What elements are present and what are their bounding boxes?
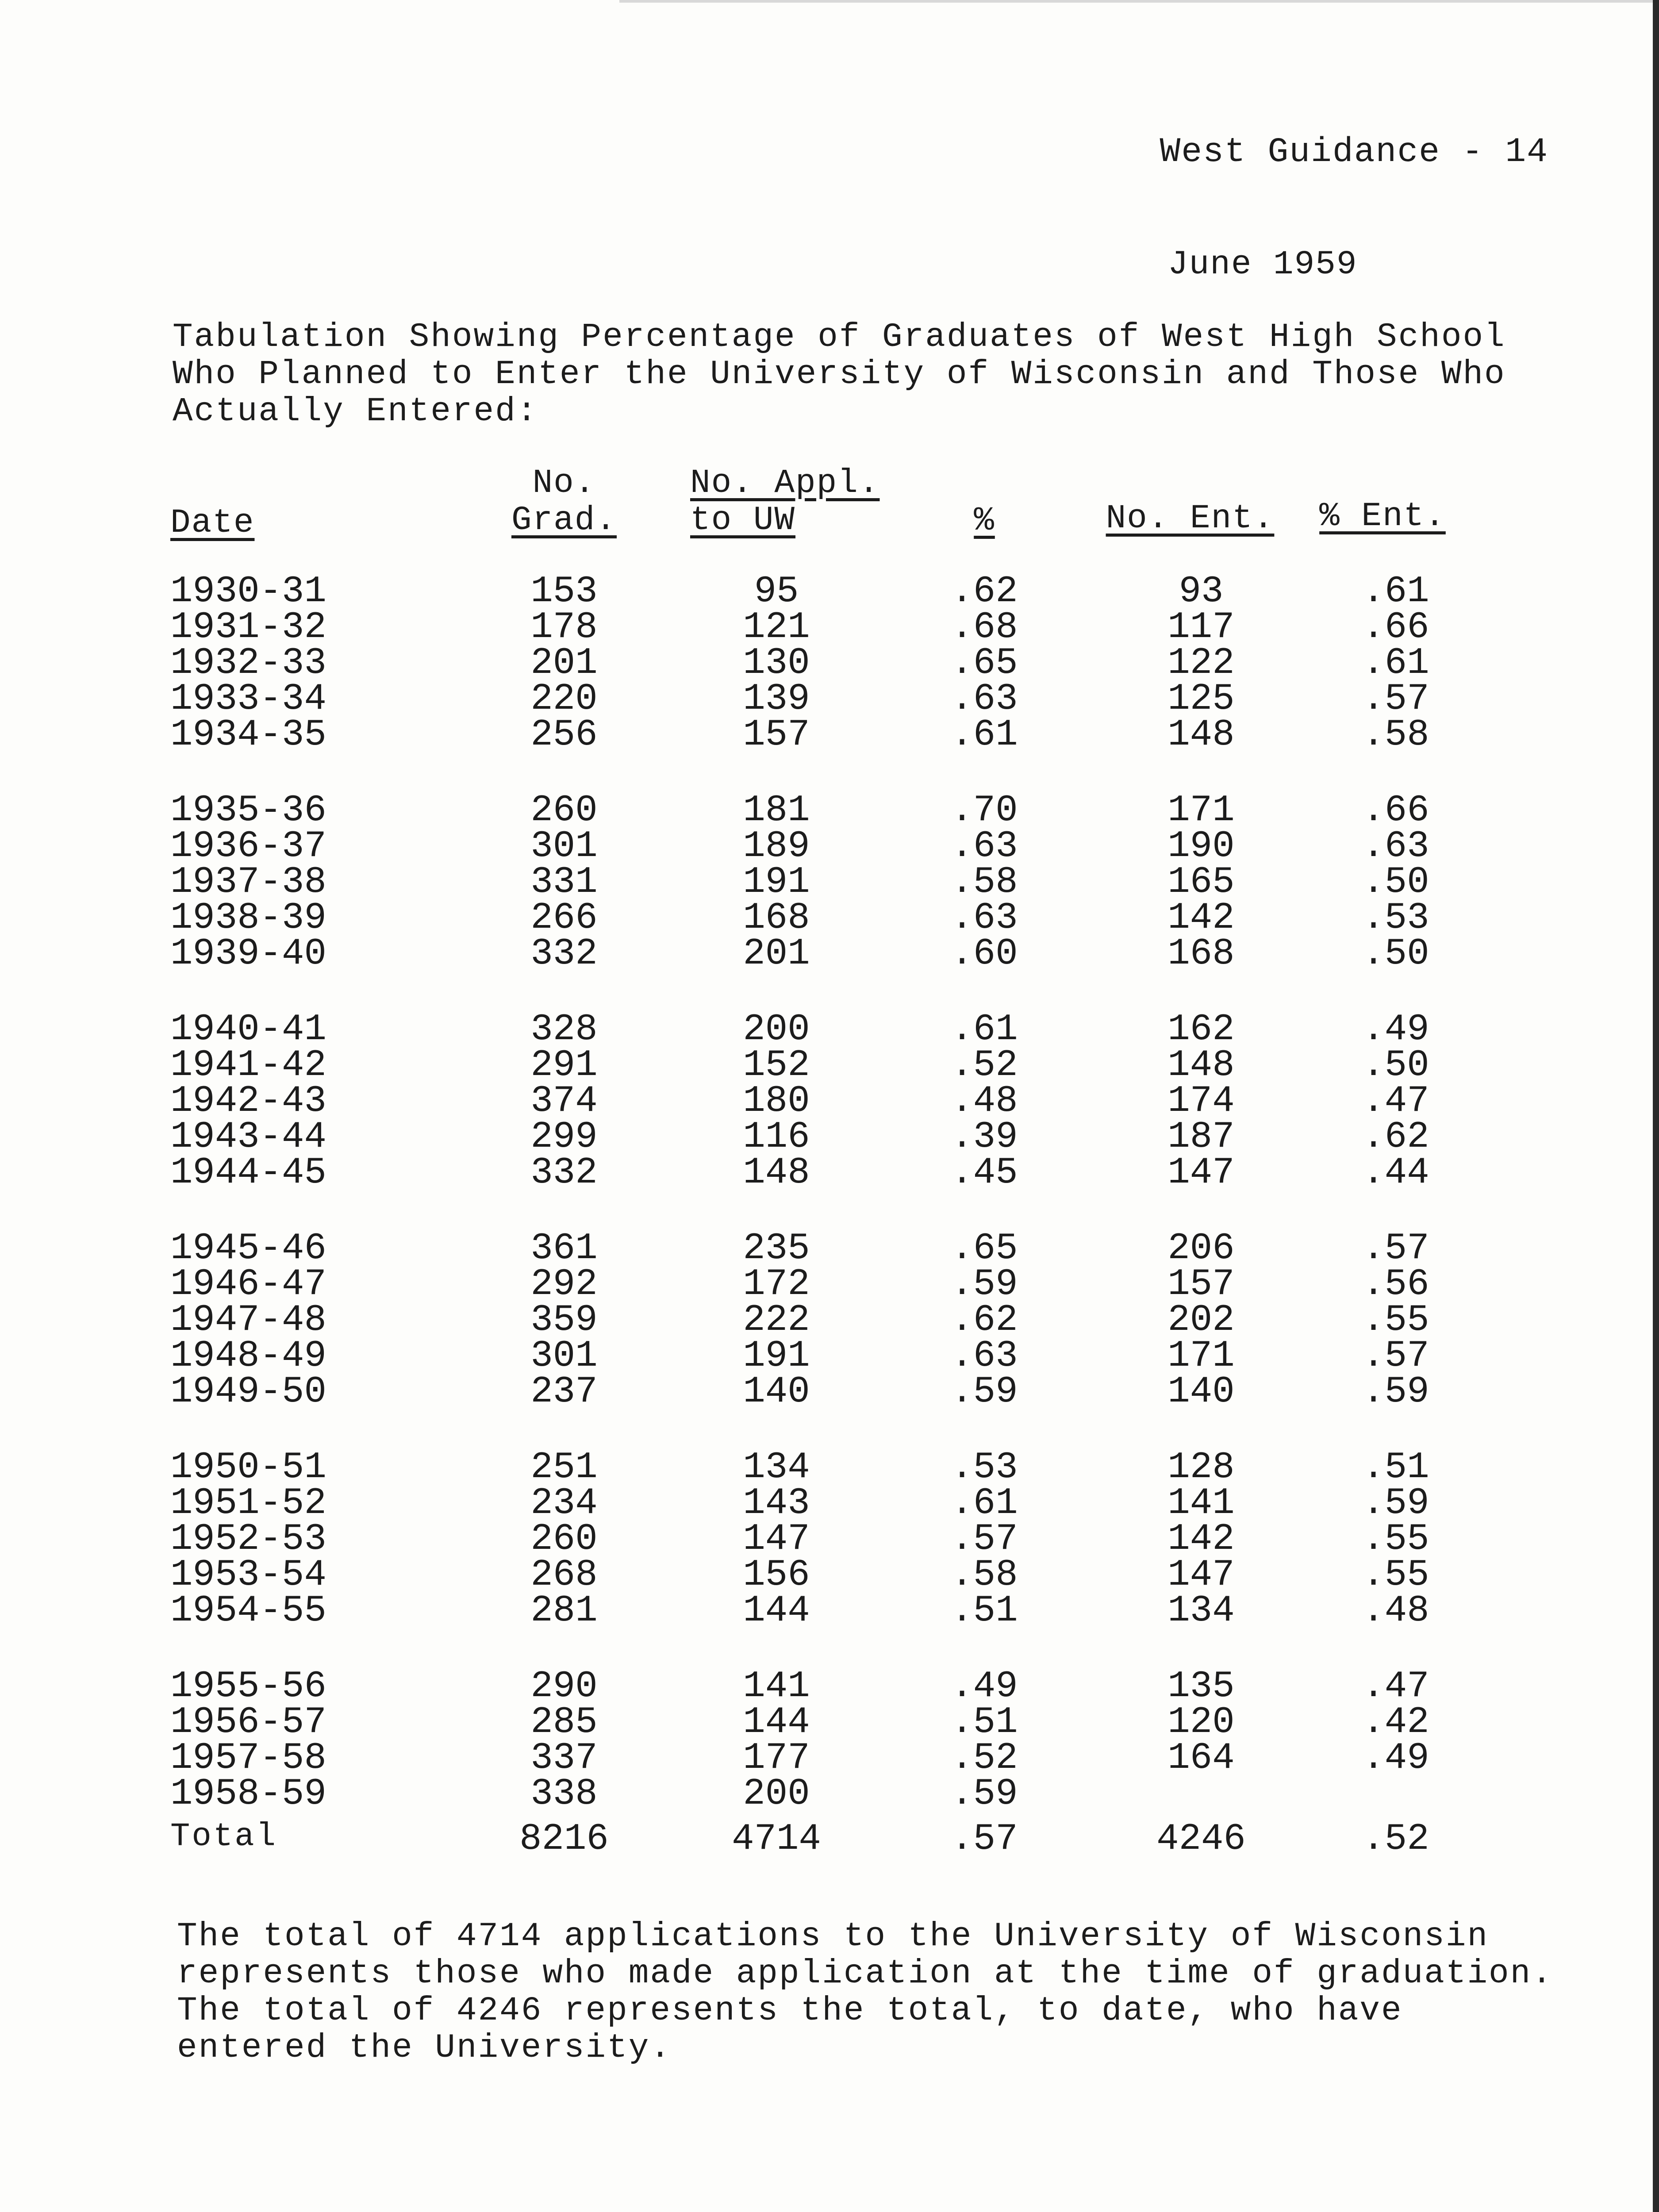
- cell-appl: 143: [743, 1482, 810, 1525]
- table-row: [0, 1518, 1659, 1560]
- cell-appl: 172: [743, 1263, 810, 1306]
- cell-appl: 157: [743, 714, 810, 756]
- cell-pct: .70: [951, 790, 1018, 832]
- cell-ent: 135: [1167, 1666, 1235, 1708]
- cell-appl: 140: [743, 1371, 810, 1413]
- cell-date: 1958-59: [170, 1773, 326, 1815]
- cell-date: 1947-48: [170, 1299, 326, 1341]
- cell-pent: .48: [1362, 1590, 1429, 1632]
- cell-pent: .61: [1362, 642, 1429, 684]
- cell-ent: 120: [1167, 1701, 1235, 1743]
- cell-pct: .68: [951, 607, 1018, 649]
- cell-ent: 148: [1167, 714, 1235, 756]
- cell-pct: .52: [951, 1737, 1018, 1779]
- cell-pent: .62: [1362, 1116, 1429, 1158]
- cell-ent: 187: [1167, 1116, 1235, 1158]
- cell-ent: 171: [1167, 790, 1235, 832]
- cell-ent: 128: [1167, 1447, 1235, 1489]
- cell-date: 1937-38: [170, 861, 326, 903]
- cell-pct: .62: [951, 1299, 1018, 1341]
- cell-grad: 201: [530, 642, 598, 684]
- cell-pent: .49: [1362, 1009, 1429, 1051]
- table-row: [0, 1773, 1659, 1815]
- cell-pct: .63: [951, 826, 1018, 868]
- cell-pct: .62: [951, 571, 1018, 613]
- cell-pent: .59: [1362, 1482, 1429, 1525]
- cell-date: 1935-36: [170, 790, 326, 832]
- total-appl: 4714: [732, 1818, 821, 1860]
- cell-pct: .52: [951, 1045, 1018, 1087]
- cell-pct: .63: [951, 678, 1018, 720]
- cell-grad: 285: [530, 1701, 598, 1743]
- cell-pct: .61: [951, 1009, 1018, 1051]
- cell-ent: 142: [1167, 1518, 1235, 1560]
- cell-appl: 148: [743, 1152, 810, 1194]
- cell-pct: .53: [951, 1447, 1018, 1489]
- cell-date: 1955-56: [170, 1666, 326, 1708]
- cell-ent: 147: [1167, 1152, 1235, 1194]
- cell-grad: 299: [530, 1116, 598, 1158]
- cell-pct: .58: [951, 861, 1018, 903]
- cell-appl: 200: [743, 1773, 810, 1815]
- total-pct: .57: [951, 1818, 1018, 1860]
- total-row: [0, 1818, 1659, 1860]
- cell-pct: .63: [951, 897, 1018, 939]
- cell-pct: .63: [951, 1335, 1018, 1377]
- table-row: [0, 678, 1659, 720]
- cell-date: 1936-37: [170, 826, 326, 868]
- cell-date: 1939-40: [170, 933, 326, 975]
- cell-date: 1954-55: [170, 1590, 326, 1632]
- cell-date: 1944-45: [170, 1152, 326, 1194]
- cell-pent: .61: [1362, 571, 1429, 613]
- cell-appl: 156: [743, 1554, 810, 1596]
- total-grad: 8216: [519, 1818, 609, 1860]
- cell-date: 1942-43: [170, 1080, 326, 1122]
- cell-pct: .51: [951, 1701, 1018, 1743]
- cell-grad: 260: [530, 790, 598, 832]
- table-title: Tabulation Showing Percentage of Graduates of West High School Who Planned to Enter the University of Wisconsin and Those Who Actually Entered:: [173, 318, 1506, 430]
- cell-grad: 332: [530, 1152, 598, 1194]
- cell-ent: 190: [1167, 826, 1235, 868]
- cell-grad: 290: [530, 1666, 598, 1708]
- cell-ent: 148: [1167, 1045, 1235, 1087]
- cell-pent: .50: [1362, 1045, 1429, 1087]
- cell-appl: 144: [743, 1701, 810, 1743]
- cell-grad: 292: [530, 1263, 598, 1306]
- table-row: [0, 1263, 1659, 1306]
- cell-ent: 122: [1167, 642, 1235, 684]
- cell-pent: .55: [1362, 1299, 1429, 1341]
- cell-pct: .49: [951, 1666, 1018, 1708]
- cell-appl: 134: [743, 1447, 810, 1489]
- cell-date: 1951-52: [170, 1482, 326, 1525]
- cell-grad: 361: [530, 1228, 598, 1270]
- cell-pent: .55: [1362, 1518, 1429, 1560]
- cell-ent: 206: [1167, 1228, 1235, 1270]
- footnote: The total of 4714 applications to the University of Wisconsin represents those who made application at the time of graduation. The total of 4246 represents the total, to date, who have entered the University.: [177, 1917, 1553, 2067]
- cell-date: 1940-41: [170, 1009, 326, 1051]
- table-row: [0, 1554, 1659, 1596]
- cell-ent: 168: [1167, 933, 1235, 975]
- cell-pent: .44: [1362, 1152, 1429, 1194]
- cell-date: 1949-50: [170, 1371, 326, 1413]
- cell-appl: 144: [743, 1590, 810, 1632]
- cell-appl: 191: [743, 1335, 810, 1377]
- cell-date: 1957-58: [170, 1737, 326, 1779]
- scan-top-edge: [619, 0, 1659, 3]
- cell-date: 1956-57: [170, 1701, 326, 1743]
- cell-date: 1930-31: [170, 571, 326, 613]
- cell-ent: 164: [1167, 1737, 1235, 1779]
- cell-appl: 200: [743, 1009, 810, 1051]
- table-row: [0, 861, 1659, 903]
- table-row: [0, 1299, 1659, 1341]
- cell-ent: 140: [1167, 1371, 1235, 1413]
- total-label: Total: [170, 1818, 278, 1855]
- cell-pct: .48: [951, 1080, 1018, 1122]
- cell-grad: 178: [530, 607, 598, 649]
- cell-pct: .57: [951, 1518, 1018, 1560]
- table-row: [0, 1371, 1659, 1413]
- cell-ent: 171: [1167, 1335, 1235, 1377]
- cell-pent: .58: [1362, 714, 1429, 756]
- cell-grad: 291: [530, 1045, 598, 1087]
- table-row: [0, 1482, 1659, 1525]
- cell-date: 1950-51: [170, 1447, 326, 1489]
- cell-date: 1934-35: [170, 714, 326, 756]
- cell-date: 1938-39: [170, 897, 326, 939]
- cell-pent: .51: [1362, 1447, 1429, 1489]
- cell-appl: 95: [754, 571, 799, 613]
- cell-pent: .57: [1362, 678, 1429, 720]
- cell-ent: 125: [1167, 678, 1235, 720]
- column-header-pent: % Ent.: [1319, 497, 1446, 535]
- cell-grad: 331: [530, 861, 598, 903]
- cell-grad: 328: [530, 1009, 598, 1051]
- table-row: [0, 1701, 1659, 1743]
- table-row: [0, 642, 1659, 684]
- cell-pent: .56: [1362, 1263, 1429, 1306]
- cell-pent: .66: [1362, 607, 1429, 649]
- cell-ent: 93: [1179, 571, 1224, 613]
- table-row: [0, 1666, 1659, 1708]
- cell-appl: 121: [743, 607, 810, 649]
- cell-grad: 374: [530, 1080, 598, 1122]
- cell-pct: .60: [951, 933, 1018, 975]
- document-date: June 1959: [1168, 246, 1358, 284]
- cell-pent: .63: [1362, 826, 1429, 868]
- cell-pct: .59: [951, 1773, 1018, 1815]
- total-pent: .52: [1362, 1818, 1429, 1860]
- cell-date: 1948-49: [170, 1335, 326, 1377]
- cell-date: 1941-42: [170, 1045, 326, 1087]
- cell-appl: 180: [743, 1080, 810, 1122]
- table-row: [0, 933, 1659, 975]
- column-header-grad: No. Grad.: [511, 464, 617, 539]
- cell-pct: .45: [951, 1152, 1018, 1194]
- table-row: [0, 1590, 1659, 1632]
- cell-pent: .55: [1362, 1554, 1429, 1596]
- cell-ent: 157: [1167, 1263, 1235, 1306]
- cell-grad: 251: [530, 1447, 598, 1489]
- column-header-appl: No. Appl. to UW: [690, 464, 880, 539]
- cell-grad: 266: [530, 897, 598, 939]
- cell-ent: 174: [1167, 1080, 1235, 1122]
- cell-appl: 177: [743, 1737, 810, 1779]
- column-header-ent: No. Ent.: [1106, 499, 1275, 538]
- cell-pent: .59: [1362, 1371, 1429, 1413]
- cell-pct: .65: [951, 1228, 1018, 1270]
- cell-pct: .39: [951, 1116, 1018, 1158]
- table-row: [0, 1080, 1659, 1122]
- table-row: [0, 1737, 1659, 1779]
- table-row: [0, 1447, 1659, 1489]
- cell-appl: 116: [743, 1116, 810, 1158]
- cell-pct: .58: [951, 1554, 1018, 1596]
- cell-pent: .42: [1362, 1701, 1429, 1743]
- table-row: [0, 1116, 1659, 1158]
- cell-date: 1931-32: [170, 607, 326, 649]
- total-ent: 4246: [1156, 1818, 1246, 1860]
- cell-grad: 268: [530, 1554, 598, 1596]
- cell-grad: 153: [530, 571, 598, 613]
- cell-appl: 189: [743, 826, 810, 868]
- document-reference: West Guidance - 14: [1160, 133, 1548, 172]
- column-header-pct: %: [974, 502, 995, 540]
- cell-date: 1943-44: [170, 1116, 326, 1158]
- table-row: [0, 1228, 1659, 1270]
- table-row: [0, 1335, 1659, 1377]
- cell-pct: .65: [951, 642, 1018, 684]
- table-row: [0, 790, 1659, 832]
- cell-pent: .66: [1362, 790, 1429, 832]
- cell-appl: 235: [743, 1228, 810, 1270]
- cell-appl: 141: [743, 1666, 810, 1708]
- cell-grad: 338: [530, 1773, 598, 1815]
- cell-date: 1932-33: [170, 642, 326, 684]
- column-header-date: Date: [170, 504, 255, 542]
- cell-grad: 234: [530, 1482, 598, 1525]
- cell-ent: 142: [1167, 897, 1235, 939]
- cell-grad: 220: [530, 678, 598, 720]
- cell-grad: 260: [530, 1518, 598, 1560]
- cell-appl: 130: [743, 642, 810, 684]
- cell-appl: 201: [743, 933, 810, 975]
- cell-appl: 152: [743, 1045, 810, 1087]
- cell-pent: .57: [1362, 1335, 1429, 1377]
- cell-pent: .50: [1362, 933, 1429, 975]
- cell-ent: 162: [1167, 1009, 1235, 1051]
- cell-date: 1952-53: [170, 1518, 326, 1560]
- cell-pent: .47: [1362, 1080, 1429, 1122]
- cell-grad: 337: [530, 1737, 598, 1779]
- table-row: [0, 571, 1659, 613]
- cell-pent: .57: [1362, 1228, 1429, 1270]
- cell-pct: .61: [951, 714, 1018, 756]
- table-row: [0, 897, 1659, 939]
- cell-pct: .59: [951, 1371, 1018, 1413]
- table-row: [0, 714, 1659, 756]
- cell-appl: 168: [743, 897, 810, 939]
- cell-grad: 359: [530, 1299, 598, 1341]
- cell-pct: .61: [951, 1482, 1018, 1525]
- table-row: [0, 1045, 1659, 1087]
- cell-grad: 301: [530, 1335, 598, 1377]
- cell-ent: 134: [1167, 1590, 1235, 1632]
- table-row: [0, 607, 1659, 649]
- cell-pent: .49: [1362, 1737, 1429, 1779]
- cell-ent: 147: [1167, 1554, 1235, 1596]
- cell-ent: 117: [1167, 607, 1235, 649]
- cell-pct: .59: [951, 1263, 1018, 1306]
- cell-appl: 191: [743, 861, 810, 903]
- cell-grad: 332: [530, 933, 598, 975]
- cell-appl: 147: [743, 1518, 810, 1560]
- cell-appl: 222: [743, 1299, 810, 1341]
- cell-appl: 139: [743, 678, 810, 720]
- cell-appl: 181: [743, 790, 810, 832]
- cell-ent: 165: [1167, 861, 1235, 903]
- cell-date: 1933-34: [170, 678, 326, 720]
- cell-date: 1946-47: [170, 1263, 326, 1306]
- cell-grad: 301: [530, 826, 598, 868]
- cell-ent: 141: [1167, 1482, 1235, 1525]
- cell-pct: .51: [951, 1590, 1018, 1632]
- table-row: [0, 1009, 1659, 1051]
- cell-grad: 256: [530, 714, 598, 756]
- cell-pent: .53: [1362, 897, 1429, 939]
- cell-ent: 202: [1167, 1299, 1235, 1341]
- cell-date: 1953-54: [170, 1554, 326, 1596]
- cell-pent: .50: [1362, 861, 1429, 903]
- table-row: [0, 826, 1659, 868]
- cell-grad: 281: [530, 1590, 598, 1632]
- cell-date: 1945-46: [170, 1228, 326, 1270]
- cell-pent: .47: [1362, 1666, 1429, 1708]
- table-row: [0, 1152, 1659, 1194]
- cell-grad: 237: [530, 1371, 598, 1413]
